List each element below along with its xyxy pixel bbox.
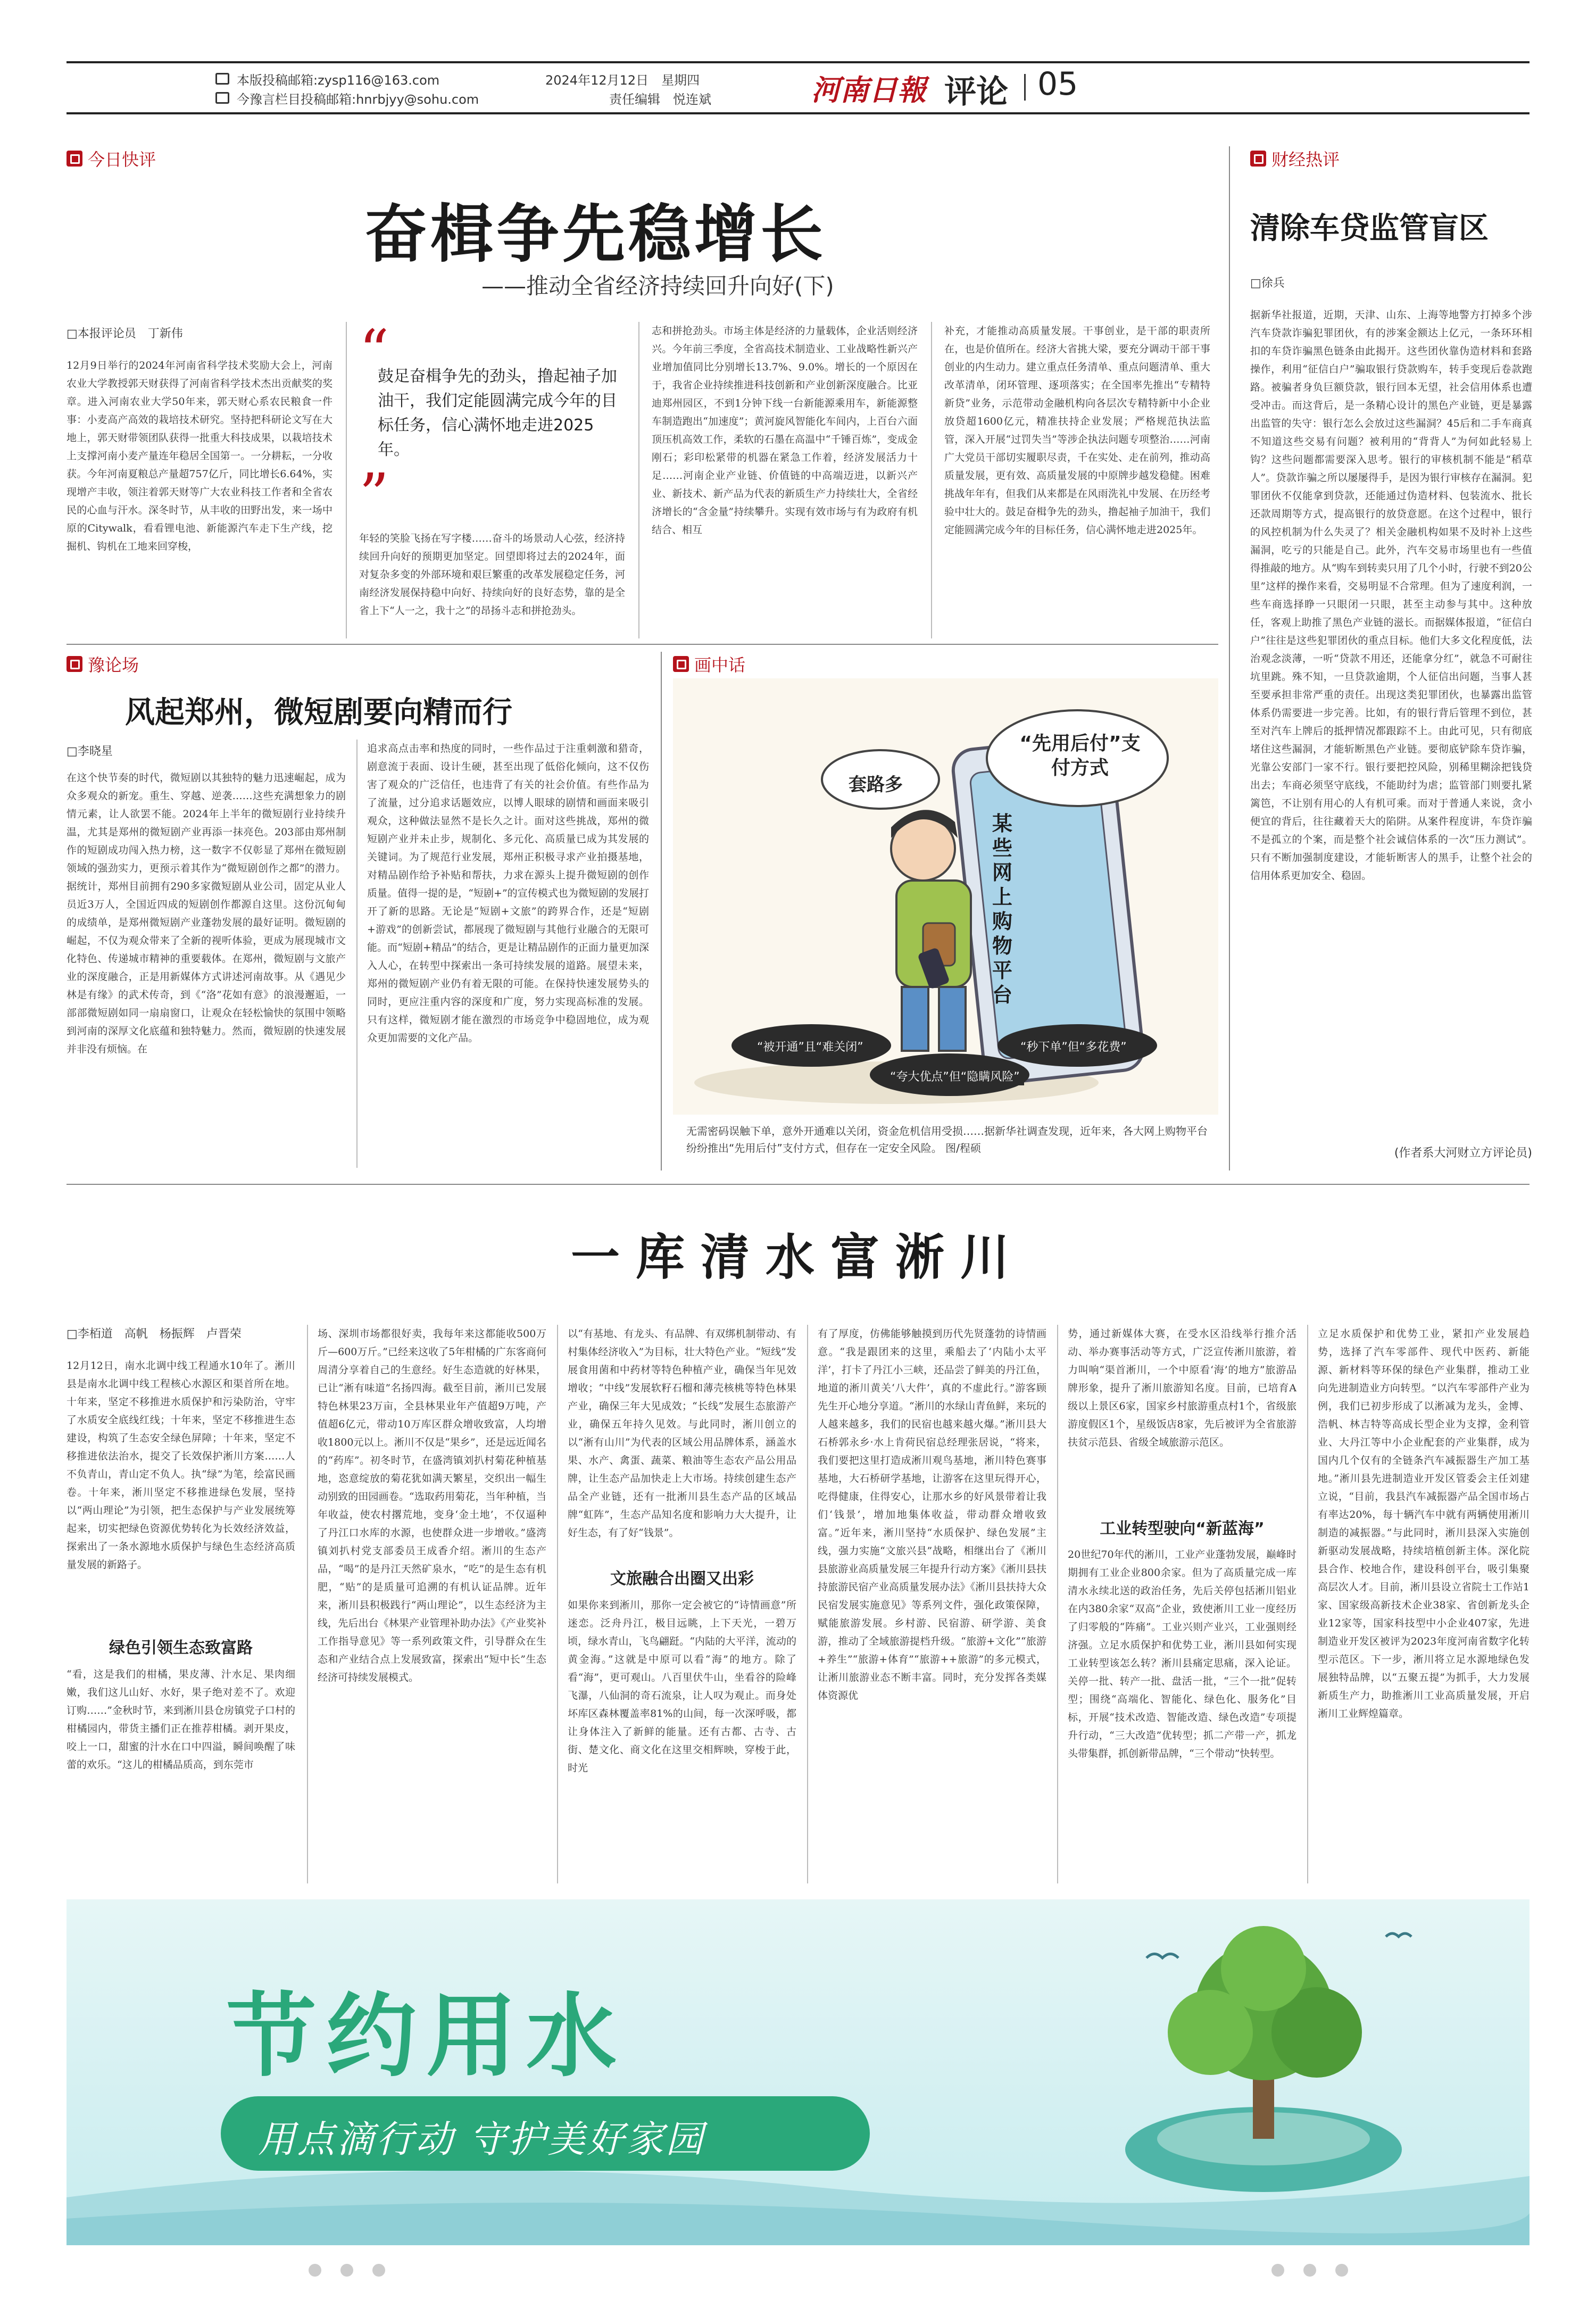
bubble-left-text: 套路多 [849, 774, 903, 795]
yulun-byline: □李晓星 [66, 745, 113, 758]
col-rule [557, 1325, 558, 1883]
main-col-3: 志和拼抢劲头。市场主体是经济的力量载体，企业活则经济兴。今年前三季度，全省高技术制造业、工业战略性新兴产业增加值同比分别增长13.7%、9.0%。增长的一个原因在于，我省企业持续推进科技创新和产业创新深度融合。比亚迪郑州园区，不到1分钟下线一台新能源乘用车，新能源整车制造跑出“加速度”；黄河旋风智能化车间内，上百台六面顶压机高效工作，柔软的石墨在高温中“千锤百炼”，变成金刚石；彩印松紧带的机器在紧急工作着，经济发展活力十足……河南企业产业链、价值链的中高端迈进，以新兴产业、新技术、新产品为代表的新质生产力持续壮大，全省经济增长的“含金量”持续攀升。实现有效市场与有为政府有机结合、相互 [652, 325, 918, 536]
banner-title: 节约用水 [226, 1984, 627, 2089]
feature-col-1: 12月12日，南水北调中线工程通水10年了。淅川县是南水北调中线工程核心水源区和渠首所在地。十年来，坚定不移推进水质保护和污染防治，守牢了水质安全底线红线；十年来，坚定不移推进生态建设，构筑了生态安全绿色屏障；十年来，坚定不移推进依法治水，提交了长效保护淅川方案……人不负青山，青山定不负人。执“绿”为笔，绘富民画卷。十年来，淅川坚定不移推进绿色发展，坚持以“两山理论”为引领，把生态保护与产业发展统筹起来，切实把绿色资源优势转化为长效经济效益，探索出了一条水源地水质保护与绿色生态经济高质量发展的新路子。 [66, 1360, 295, 1571]
pit-tag-2: “秒下单”但“多花费” [1016, 1037, 1131, 1056]
bubble-right-text: “先用后付”支付方式 [1019, 733, 1141, 779]
finance-byline: □徐兵 [1250, 277, 1285, 290]
section-label-cartoon: 画中话 [673, 652, 745, 676]
feature-article [66, 1197, 1530, 1889]
caption-text: 无需密码误触下单，意外开通难以关闭，资金危机信用受损……据新华社调查发现，近年来，各大网上购物平台纷纷推出“先用后付”支付方式，但存在一定安全风险。 [686, 1125, 1208, 1155]
page-dots-right [1271, 2264, 1348, 2277]
right-column-rule [1229, 146, 1230, 1170]
feature-col-5: 势，通过新媒体大赛，在受水区沿线举行推介活动、举办赛事活动等方式，广泛宣传淅川旅游，着力叫响“渠首淅川，一个中原看‘海’的地方”旅游品牌形象，提升了淅川旅游知名度。目前，已培育A级以上景区6家，国家乡村旅游重点村1个，省级旅游度假区1个，星级饭店8家，先后被评为全省旅游扶贫示范县、省级全域旅游示范区。 [1068, 1328, 1296, 1448]
section-icon [1250, 151, 1266, 167]
feature-col-2: 场、深圳市场都很好卖，我每年来这都能收500万斤—600万斤。”已经来这收了5年柑橘的广东客商何周清分享着自己的生意经。好生态造就的好林果，已让“淅有味道”名扬四海。截至目前，淅川已发展特色林果23万亩，全县林果业年产值超9万吨，产值超6亿元，带动10万库区群众增收致富，人均增收1800元以上。淅川不仅是“果乡”，还是远近闻名的“药库”。初冬时节，在盛湾镇刘扒村菊花种植基地，恣意绽放的菊花犹如满天繁星，交织出一幅生动别致的田园画卷。“选取药用菊花，当年种植，当年收益，使农村撂荒地，变身‘金土地’，不仅逼种了丹江口水库的水源，也使群众进一步增收。”盛湾镇刘扒村党支部委员王成香介绍。淅川的生态产品，“喝”的是丹江天然矿泉水，“吃”的是生态有机肥，“贴”的是质量可追溯的有机认证品牌。近年来，淅川县积极践行“两山理论”，以生态经济为主线，先后出台《林果产业管理补助办法》《产业奖补工作指导意见》等一系列政策文件，引导群众在生态和产业结合点上发展致富，探索出“短中长”生态经济可持续发展模式。 [318, 1328, 546, 1683]
main-col-2: 年轻的笑脸飞扬在写字楼……奋斗的场景动人心弦，经济持续回升向好的预期更加坚定。回望即将过去的2024年，面对复杂多变的外部环境和艰巨繁重的改革发展稳定任务，河南经济发展保持稳中向好、持续向好的良好态势，靠的是全省上下“人一之，我十之”的昂扬斗志和拼抢劲头。 [359, 533, 625, 617]
col-rule [807, 1325, 808, 1883]
cartoon-caption [686, 1123, 1208, 1157]
main-col-1: 12月9日举行的2024年河南省科学技术奖励大会上，河南农业大学教授郭天财获得了河南省科学技术杰出贡献奖的奖章。进入河南农业大学50年来，郭天财心系农民粮食一件事：小麦高产高效的栽培技术研究。坚持把科研论文写在大地上，郭天财带领团队获得一批重大科技成果，以栽培技术上支撑河南小麦产量连年稳居全国第一。一分耕耘，一分收获。今年河南夏粮总产量超757亿斤，同比增长6.64%，实现增产丰收，领注着郭天财等广大农业科技工作者和全省农民的心血与汗水。深冬时节，从丰收的田野出发，来一场中原的Citywalk，看看锂电池、新能源汽车走下生产线，挖掘机、钩机在工地来回穿梭， [66, 360, 332, 552]
header-top-rule [66, 61, 1530, 63]
header-editor: 责任编辑 悦连斌 [609, 92, 711, 107]
feature-subhead-1: 绿色引领生态致富路 [109, 1639, 253, 1657]
phone-text: 某些网上购物平台 [992, 812, 1013, 1007]
finance-title: 清除车贷监管盲区 [1250, 211, 1489, 246]
main-subtitle: ——推动全省经济持续回升向好(下) [481, 273, 834, 299]
feature-col-4: 有了厚度，仿佛能够触摸到历代先贤蓬勃的诗情画意。“我是跟团来的这里，乘船去了‘内陆小太平洋’，打卡了丹江小三峡，还品尝了鲜美的丹江鱼，地道的淅川黄关‘八大件’，真的不虚此行。”游客顾先生开心地分享道。“淅川的水绿山青鱼鲜，来玩的人越来越多，我们的民宿也越来越火爆。”淅川县大石桥郭永乡·水上肯荷民宿总经理张居说，“将来，我们要把这里打造成淅川观鸟基地，淅川特色赛事基地，大石桥研学基地，让游客在这里玩得开心，吃得健康，住得安心，让那水乡的好风景带着让我们‘钱景’，增加地集体收益，带动群众增收致富。”近年来，淅川坚持“水质保护、绿色发展”主线，强力实施“文旅兴县”战略，相继出台了《淅川县旅游业高质量发展三年提升行动方案》《淅川县扶持旅游民宿产业高质量发展办法》《淅川县扶持大众民宿发展实施意见》等系列文件，强化政策保障，赋能旅游发展。乡村游、民宿游、研学游、美食游，推动了全域旅游提档升级。“旅游+文化”“旅游+养生”“旅游+体育”“旅游++旅游”的多元模式，让淅川旅游业态不断丰富。同时，充分发挥各类媒体资源优 [818, 1328, 1046, 1701]
section-icon [673, 656, 689, 672]
section-rule [661, 652, 662, 1170]
feature-col-3: 以“有基地、有龙头、有品牌、有双绑机制带动、有村集体经济收入”为目标，壮大特色产业。“短线”发展食用菌和中药材等特色种植产业，确保当年见效增收；“中线”发展软籽石榴和薄壳核桃等特色林果产业，确保三年大见成效；“长线”发展生态旅游产业，确保五年持久见效。与此同时，淅川创立的以“淅有山川”为代表的区域公用品牌体系，涵盖水果、水产、禽蛋、蔬菜、粮油等生态农产品公用品牌，让生态产品加快走上大市场。持续创建生态产品全产业链，还有一批淅川县生态产品的区域品牌“虹阵”，生态产品知名度和影响力大大提升，让好生态，有了好“钱景”。 [568, 1328, 796, 1539]
quote-close-icon: ” [359, 461, 389, 529]
cartoon-section [673, 652, 1218, 1170]
pit-tag-1: “被开通”且“难关闭” [753, 1037, 868, 1056]
finance-body: 据新华社报道，近期，天津、山东、上海等地警方打掉多个涉汽车贷款诈骗犯罪团伙，有的涉案金额达上亿元，一条环环相扣的车贷诈骗黑色链条由此揭开。这些团伙靠伪造材料和套路操作，利用“征信白户”骗取银行贷款购车，转手变现后卷款跑路。被骗者身负巨额贷款，银行回本无望，社会信用体系也遭受冲击。而这背后，是一条精心设计的黑色产业链，更是暴露出监管的失守：银行怎么会放过这些漏洞？45后和二手车商真不知道这些交易有问题？被利用的“背背人”为何如此轻易上钩？这些问题都需要深入思考。银行的审核机制不能是“稻草人”。贷款诈骗之所以屡屡得手，是因为银行审核存在漏洞。犯罪团伙不仅能拿到贷款，还能通过伪造材料、包装流水、批长还款周期等方式，提高银行的放贷意愿。在这个过程中，银行的风控机制为什么失灵了？相关金融机构如果不及时补上这些漏洞，吃亏的只能是自己。此外，汽车交易市场里也有一些值得推敲的地方。从“购车到转卖只用了几个小时，行驶不到20公里”这样的操作来看，交易明显不合常理。但为了速度利润，一些车商选择睁一只眼闭一只眼，甚至主动参与其中。这种放任，客观上助推了黑色产业链的滋长。而据媒体报道，“征信白户”往往是这些犯罪团伙的重点目标。他们大多文化程度低，法治观念淡薄，一听“贷款不用还，还能拿分红”，就急不可耐往坑里跳。殊不知，一旦贷款逾期，个人征信出问题，当事人甚至要承担非常严重的责任。出现这类犯罪团伙，也暴露出监管体系仍需要进一步完善。比如，有的银行背后管理不到位，甚至对汽车上牌后的抵押情况都跟踪不上。由此可见，只有彻底堵住这些漏洞，才能斩断黑色产业链。要彻底铲除车贷诈骗，光靠公安部门一家不行。银行要把控风险，别稀里糊涂把钱贷出去；车商必须坚守底线，不能助纣为虐；监管部门则要扎紧篱笆，不让别有用心的人有机可乘。而对于普通人来说，贪小便宜的背后，往往藏着天大的陷阱。从案件程度讲，车贷诈骗不是孤立的个案，而是整个社会诚信体系的一次“压力测试”。只有不断加强制度建设，才能斩断害人的黑手，让整个社会的信用体系更加安全、稳固。 [1250, 309, 1532, 882]
quote-open-icon: “ [359, 317, 389, 385]
feature-byline: □李栢道 高帆 杨振辉 卢晋荣 [66, 1327, 242, 1341]
section-icon [66, 656, 82, 672]
feature-col-1b: “看，这是我们的柑橘，果皮薄、汁水足、果肉细嫩，我们这儿山好、水好，果子绝对差不了。欢迎订购……”金秋时节，来到淅川县仓房镇党子口村的柑橘园内，带货主播们正在推荐柑橘。剥开果皮，咬上一口，甜蜜的汁水在口中四溢，瞬间唤醒了味蕾的欢乐。“这儿的柑橘品质高，到东莞市 [66, 1668, 295, 1771]
col-rule [1307, 1325, 1308, 1883]
yulun-title: 风起郑州，微短剧要向精而行 [125, 695, 512, 730]
section-label-yulun: 豫论场 [66, 652, 139, 676]
header-bottom-rule [66, 112, 1530, 114]
finance-author-note: (作者系大河财立方评论员) [1394, 1147, 1532, 1160]
main-byline: □本报评论员 丁新伟 [66, 327, 183, 341]
header-email-2: 今豫言栏目投稿邮箱:hnrbjyy@sohu.com [237, 92, 479, 107]
section-rule [66, 1184, 1530, 1185]
section-icon [66, 151, 82, 167]
main-col-4: 补充，才能推动高质量发展。干事创业，是干部的职责所在，也是价值所在。经济大省挑大梁，要充分调动干部干事创业的内生动力。建立重点任务清单、重点问题清单、重大改革清单，闭环管理、逐项落实；在全国率先推出“专精特新贷”业务，示范带动金融机构向各层次专精特新中小企业放贷超1600亿元，精准扶持企业发展；严格规范执法监管，深入开展“过罚失当”等涉企执法问题专项整治……河南广大党员干部切实履职尽责，千在实处、走在前列，推动高质量发展，更有效、高质量发展的中原牌步越发稳健。困难挑战年年有，但我们从来都是在风雨洗礼中发展、在历经考验中壮大的。鼓足奋楫争先的劲头，撸起袖子加油干，我们定能圆满完成今年的目标任务，信心满怀地走进2025年。 [944, 325, 1210, 536]
col-rule [346, 322, 347, 638]
paper-logo: 河南日報 [811, 73, 926, 107]
caption-credit: 图/程硕 [945, 1142, 981, 1155]
mail-icon [215, 92, 229, 104]
page-dots-left [309, 2264, 385, 2277]
yulun-article [66, 652, 649, 1170]
section-rule [66, 644, 1218, 645]
section-name: 评论 [944, 73, 1008, 111]
main-article [66, 146, 1210, 641]
col-rule [356, 740, 358, 1168]
feature-col-6: 立足水质保护和优势工业，紧扣产业发展趋势，选择了汽车零部件、现代中医药、新能源、新材料等环保的绿色产业集群，推动工业向先进制造业方向转型。“以汽车零部件产业为例，我们已初步形成了以淅减为龙头，金博、浩帆、林吉特等高成长型企业为支撑，金利管业、大丹江等中小企业配套的产业集群，成为国内几个仅有的全链条汽车减振器生产加工基地。”淅川县先进制造业开发区管委会主任刘建立说，“目前，我县汽车减振器产品全国市场占有率达20%，每十辆汽车中就有两辆使用淅川制造的减振器。”与此同时，淅川县深入实施创新驱动发展战略，持续培植创新主体。深化院县合作、校地合作，建设科创平台，吸引集聚高层次人才。目前，淅川县设立省院士工作站1家、国家级高新技术企业38家、省创新龙头企业12家等，国家科技型中小企业407家，先进制造业开发区被评为2023年度河南省数字化转型示范区。下一步，淅川将立足水源地绿色发展独特品牌，以“五聚五提”为抓手，大力发展新质生产力，助推淅川工业高质量发展，开启淅川工业辉煌篇章。 [1318, 1328, 1530, 1720]
water-saving-banner [66, 1899, 1530, 2245]
col-rule [307, 1325, 308, 1883]
mail-icon [215, 73, 229, 85]
yulun-col-1: 在这个快节奏的时代，微短剧以其独特的魅力迅速崛起，成为众多观众的新宠。重生、穿越、逆袭……这些充满想象力的剧情元素，让人欲罢不能。2024年上半年的微短剧行业持续升温，尤其是郑州的微短剧产业再添一抹亮色。203部由郑州制作的短剧成功闯入热力榜，这一数字不仅彰显了郑州在微短剧领域的强劲实力，更预示着其作为“微短剧创作之都”的潜力。据统计，郑州目前拥有290多家微短剧从业公司，固定从业人员近3万人，全国近四成的短剧创作都源自这里。这份沉甸甸的成绩单，是郑州微短剧产业蓬勃发展的最好证明。微短剧的崛起，不仅为观众带来了全新的视听体验，更成为展现城市文化特色、传递城市精神的重要载体。在郑州，微短剧与文旅产业的深度融合，正是用新媒体方式讲述河南故事。从《遇见少林是有缘》的武术传奇，到《“洛”花如有意》的浪漫邂逅，一部部微短剧如同一扇扇窗口，让观众在轻松愉快的氛围中领略到河南的深厚文化底蕴和独特魅力。然而，微短剧的快速发展并非没有烦恼。在 [66, 772, 346, 1055]
header-divider [1024, 74, 1026, 101]
feature-subhead-3: 工业转型驶向“新蓝海” [1100, 1520, 1265, 1538]
main-title: 奋楫争先稳增长 [364, 197, 827, 271]
feature-subhead-2: 文旅融合出圈又出彩 [610, 1570, 754, 1588]
header-email-1: 本版投稿邮箱:zysp116@163.com [237, 73, 440, 88]
banner-slogan: 用点滴行动 守护美好家园 [258, 2118, 705, 2161]
page-header [66, 61, 1530, 114]
col-rule [638, 322, 639, 638]
page-number: 05 [1037, 65, 1078, 103]
section-label-finance: 财经热评 [1250, 146, 1340, 171]
feature-col-3b: 如果你来到淅川，那你一定会被它的“诗情画意”所迷恋。泛舟丹江，极目远眺，上下天光，一碧万顷，绿水青山，飞鸟翩跹。“内陆的大平洋，流动的黄金海。”这就是中原可以看“海”的地方。除了看“海”，更可观山。八百里伏牛山，坐看谷的险峰飞瀑，八仙洞的奇石流泉，让人叹为观止。而身处坏库区森林覆盖率81%的山间，每一次深呼吸，都让身体注入了新鲜的能量。还有古都、古寺、古街、楚文化、商文化在这里交相辉映，穿梭于此，时光 [568, 1599, 796, 1774]
yulun-col-2: 追求高点击率和热度的同时，一些作品过于注重刺激和猎奇，剧意流于表面、设计生硬，甚至出现了低俗化倾向，这不仅伤害了观众的广泛信任，也违背了有关的社会价值。有些作品为了流量，过分追求话题效应，以博人眼球的剧情和画面来吸引观众，这种做法显然不是长久之计。面对这些挑战，郑州的微短剧产业并未止步，规制化、多元化、高质量已成为其发展的关键词。为了规范行业发展，郑州正积极寻求产业拍摄基地，对精品剧作给予补贴和帮扶，力求在源头上提升微短剧的创作质量。值得一提的是，“短剧+”的宣传模式也为微短剧的发展打开了新的思路。无论是“短剧+文旅”的跨界合作，还是“短剧+游戏”的创新尝试，都展现了微短剧与其他行业融合的无限可能。而“短剧+精品”的结合，更是让精品剧作的正面力量更加深入人心，在转型中探索出一条可持续发展的道路。展望未来，郑州的微短剧产业仍有着无限的可能。在保持快速发展势头的同时，更应注重内容的深度和广度，努力实现高标准的发展。只有这样，微短剧才能在激烈的市场竞争中稳固地位，成为观众更加需要的文化产品。 [367, 743, 649, 1044]
section-label-today: 今日快评 [66, 146, 156, 171]
pit-tag-3: “夸大优点”但“隐瞒风险” [886, 1067, 1024, 1085]
col-rule [1057, 1325, 1058, 1883]
header-date: 2024年12月12日 星期四 [545, 73, 700, 88]
finance-column [1250, 146, 1532, 1170]
feature-title: 一库清水富淅川 [570, 1228, 1025, 1286]
feature-col-5b: 20世纪70年代的淅川，工业产业蓬勃发展，巅峰时期拥有工业企业800余家。但为了高质量完成一库清水永续北送的政治任务，先后关停包括淅川铝业在内380余家“双高”企业，致使淅川工业一度经历了归零般的“阵痛”。工业兴则产业兴，工业强则经济强。立足水质保护和优势工业，淅川县如何实现工业转型该怎么转？淅川县痛定思痛，深入论证。关停一批、转产一批、盘活一批，“三个一批”促转型；围绕“高端化、智能化、绿色化、服务化”目标，开展“技术改造、智能改造、绿色改造”专项提升行动，“三大改造”优转型；抓二产带一产，抓龙头带集群，抓创新带品牌，“三个带动”快转型。 [1068, 1549, 1296, 1759]
col-rule [931, 322, 932, 638]
globe-tree-icon [1125, 1926, 1402, 2192]
pullquote: 鼓足奋楫争先的劲头，撸起袖子加油干，我们定能圆满完成今年的目标任务，信心满怀地走进2025年。 [378, 367, 617, 459]
